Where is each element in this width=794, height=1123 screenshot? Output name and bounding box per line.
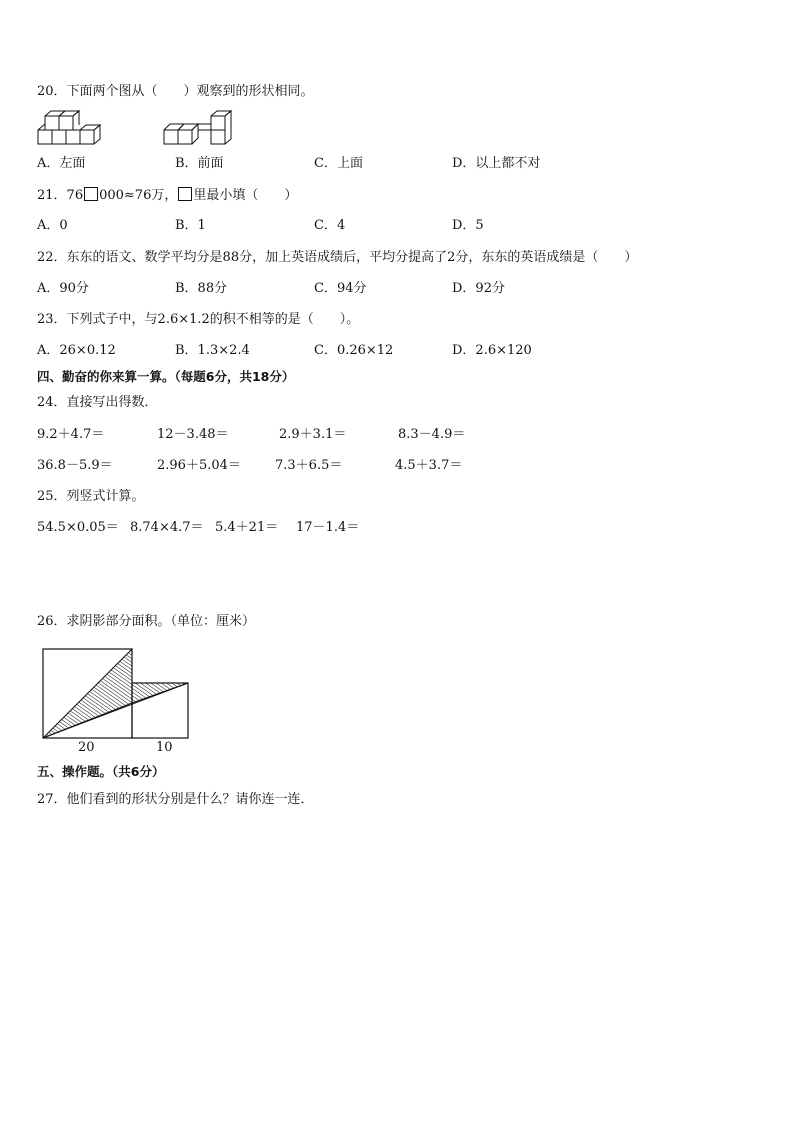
q22-option-c[interactable]: C．94分 <box>314 281 367 296</box>
q23-option-d[interactable]: D．2.6×120 <box>452 343 532 358</box>
q21-stem-mid: 000≈76万， <box>99 188 178 203</box>
q21-option-b[interactable]: B．1 <box>175 218 206 233</box>
q23-stem: 23．下列式子中，与2.6×1.2的积不相等的是（ ）。 <box>37 312 360 327</box>
q26-stem: 26．求阴影部分面积。（单位：厘米） <box>37 614 256 629</box>
q20-stem: 20．下面两个图从（ ）观察到的形状相同。 <box>37 84 314 99</box>
q21-option-d[interactable]: D．5 <box>452 218 484 233</box>
q25-expr: 17－1.4＝ <box>296 520 360 535</box>
q20-figure-left <box>37 110 109 146</box>
q22-option-a[interactable]: A．90分 <box>37 281 89 296</box>
q25-expr: 54.5×0.05＝ <box>37 520 119 535</box>
q26-figure <box>40 646 192 742</box>
q24-stem: 24．直接写出得数． <box>37 395 158 410</box>
q24-expr: 4.5＋3.7＝ <box>395 458 463 473</box>
section-4-heading: 四、勤奋的你来算一算。（每题6分，共18分） <box>37 369 295 384</box>
blank-box <box>178 187 192 201</box>
q20-option-b[interactable]: B．前面 <box>175 156 224 171</box>
q20-option-c[interactable]: C．上面 <box>314 156 363 171</box>
q22-option-d[interactable]: D．92分 <box>452 281 505 296</box>
q21-stem-pre: 21．76 <box>37 188 84 203</box>
q22-stem: 22．东东的语文、数学平均分是88分，加上英语成绩后，平均分提高了2分，东东的英语成绩是（ ） <box>37 250 638 265</box>
q21-option-c[interactable]: C．4 <box>314 218 346 233</box>
q27-stem: 27．他们看到的形状分别是什么？请你连一连． <box>37 792 314 807</box>
q22-option-b[interactable]: B．88分 <box>175 281 228 296</box>
q26-label-right: 10 <box>156 740 173 755</box>
q24-expr: 9.2＋4.7＝ <box>37 427 105 442</box>
q26-label-left: 20 <box>78 740 95 755</box>
q24-expr: 7.3＋6.5＝ <box>275 458 343 473</box>
q25-stem: 25．列竖式计算。 <box>37 489 145 504</box>
q20-option-a[interactable]: A．左面 <box>37 156 86 171</box>
q21-stem <box>37 187 297 204</box>
q21-option-a[interactable]: A．0 <box>37 218 68 233</box>
section-5-heading: 五、操作题。（共6分） <box>37 764 165 779</box>
q25-expr: 5.4＋21＝ <box>215 520 279 535</box>
q24-expr: 2.9＋3.1＝ <box>279 427 347 442</box>
q23-option-c[interactable]: C．0.26×12 <box>314 343 394 358</box>
blank-box <box>84 187 98 201</box>
q23-option-a[interactable]: A．26×0.12 <box>37 343 116 358</box>
q24-expr: 36.8－5.9＝ <box>37 458 113 473</box>
q21-stem-post: 里最小填（ ） <box>193 188 298 203</box>
q24-expr: 2.96＋5.04＝ <box>157 458 241 473</box>
q24-expr: 8.3－4.9＝ <box>398 427 466 442</box>
q20-figure-right <box>163 110 243 146</box>
q24-expr: 12－3.48＝ <box>157 427 229 442</box>
q23-option-b[interactable]: B．1.3×2.4 <box>175 343 250 358</box>
q25-expr: 8.74×4.7＝ <box>130 520 204 535</box>
q20-option-d[interactable]: D．以上都不对 <box>452 156 541 171</box>
